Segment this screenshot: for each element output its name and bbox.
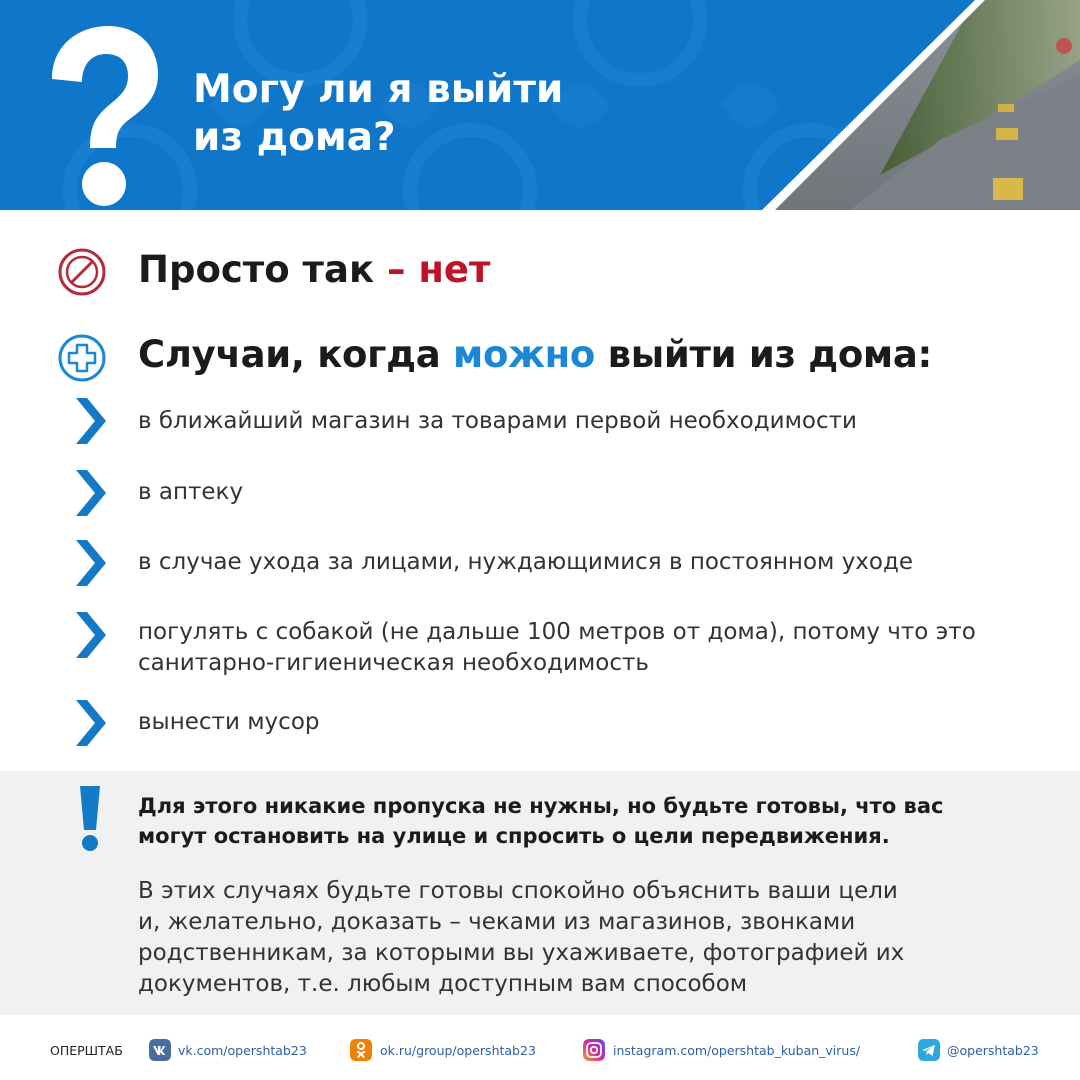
odnoklassniki-icon bbox=[350, 1039, 372, 1061]
no-reason-accent: – нет bbox=[386, 248, 491, 291]
allowed-cases-heading bbox=[138, 333, 932, 376]
cases-after: выйти из дома: bbox=[607, 333, 933, 376]
list-item: погулять с собакой (не дальше 100 метров от дома), потому что это bbox=[138, 619, 976, 645]
notice-line-3: родственникам, за которыми вы ухаживаете, фотографией их bbox=[138, 940, 905, 966]
no-reason-heading bbox=[138, 248, 490, 291]
notice-line-2: и, желательно, доказать – чеками из магазинов, звонками bbox=[138, 909, 856, 935]
list-item: вынести мусор bbox=[138, 709, 320, 735]
chevron-right-icon bbox=[76, 700, 106, 746]
list-item-continuation: санитарно-гигиеническая необходимость bbox=[138, 650, 649, 676]
page-title bbox=[193, 66, 563, 162]
chevron-right-icon bbox=[76, 540, 106, 586]
footer-brand: ОПЕРШТАБ bbox=[50, 1043, 123, 1058]
cases-accent: можно bbox=[453, 333, 595, 376]
exclamation-icon bbox=[78, 786, 102, 852]
list-item: в случае ухода за лицами, нуждающимися в постоянном уходе bbox=[138, 549, 914, 575]
instagram-link[interactable]: instagram.com/opershtab_kuban_virus/ bbox=[613, 1043, 861, 1058]
title-line-2: из дома? bbox=[193, 115, 396, 160]
notice-line-1: В этих случаях будьте готовы спокойно объяснить ваши цели bbox=[138, 878, 898, 904]
ok-link[interactable]: ok.ru/group/opershtab23 bbox=[380, 1043, 536, 1058]
telegram-link[interactable]: @opershtab23 bbox=[947, 1043, 1039, 1058]
vk-icon bbox=[149, 1039, 171, 1061]
cases-before: Случаи, когда bbox=[138, 333, 441, 376]
notice-warning-line-1: Для этого никакие пропуска не нужны, но будьте готовы, что вас bbox=[138, 794, 944, 818]
prohibited-icon bbox=[56, 246, 108, 298]
vk-link[interactable]: vk.com/opershtab23 bbox=[178, 1043, 307, 1058]
notice-warning bbox=[138, 791, 1058, 851]
notice-warning-line-2: могут остановить на улице и спросить о цели передвижения. bbox=[138, 824, 890, 848]
chevron-right-icon bbox=[76, 612, 106, 658]
list-item: в ближайший магазин за товарами первой необходимости bbox=[138, 408, 857, 434]
chevron-right-icon bbox=[76, 398, 106, 444]
list-item: в аптеку bbox=[138, 479, 244, 505]
question-mark-icon bbox=[42, 24, 162, 210]
header-banner bbox=[0, 0, 1080, 210]
notice-explanation bbox=[138, 876, 1018, 1000]
notice-line-4: документов, т.е. любым доступным вам способом bbox=[138, 971, 748, 997]
chevron-right-icon bbox=[76, 470, 106, 516]
title-line-1: Могу ли я выйти bbox=[193, 67, 564, 112]
telegram-icon bbox=[918, 1039, 940, 1061]
medical-cross-icon bbox=[56, 332, 108, 384]
no-reason-prefix: Просто так bbox=[138, 248, 375, 291]
instagram-icon bbox=[583, 1039, 605, 1061]
